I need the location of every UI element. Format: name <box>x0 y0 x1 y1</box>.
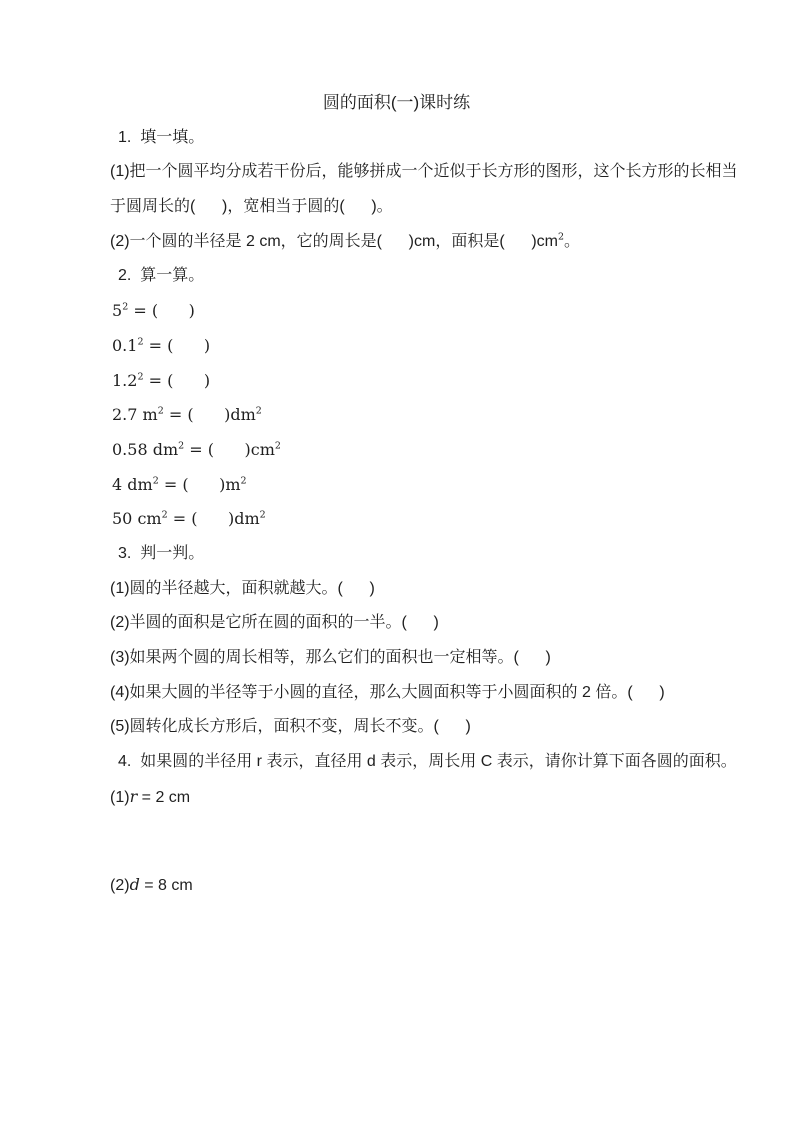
section1-heading: 1. 填一填。 <box>118 128 205 146</box>
item-value: = 2 cm <box>137 788 191 806</box>
calc-line-6 <box>110 468 683 503</box>
exponent: 2 <box>178 440 185 452</box>
calc-rest: = ( ) <box>128 301 195 321</box>
section3-heading: 3. 判一判。 <box>118 544 205 562</box>
section1-item2 <box>110 225 683 260</box>
item-label: (1) <box>110 788 130 806</box>
calc-rest: = ( ) <box>143 335 211 355</box>
section1-item2-period: 。 <box>564 232 581 250</box>
exponent: 2 <box>152 475 159 487</box>
item-value: = 8 cm <box>139 877 193 895</box>
exponent: 2 <box>240 475 247 487</box>
exponent: 2 <box>122 301 129 313</box>
math-variable-d: d <box>129 875 140 895</box>
exponent: 2 <box>157 405 164 417</box>
judge-item-2: (2)半圆的面积是它所在圆的面积的一半。( ) <box>110 614 439 632</box>
math-variable-r: r <box>129 786 138 806</box>
exponent: 2 <box>558 231 565 243</box>
calc-line-5 <box>110 433 683 468</box>
exponent: 2 <box>255 405 262 417</box>
calc-line-2 <box>110 329 683 364</box>
exponent: 2 <box>259 509 266 521</box>
calc-line-1 <box>110 294 683 329</box>
section1-item1-line2: 于圆周长的( )，宽相当于圆的( )。 <box>110 198 393 216</box>
calc-base: 0.1 <box>112 335 138 355</box>
calc-base: 1.2 <box>112 370 138 390</box>
section4-item2 <box>110 868 683 903</box>
calc-base: 0.58 dm <box>112 439 179 459</box>
calc-line-4 <box>110 398 683 433</box>
exponent: 2 <box>274 440 281 452</box>
calc-base: 50 cm <box>112 509 162 529</box>
calc-rest: = ( )m <box>158 474 241 494</box>
judge-item-1: (1)圆的半径越大，面积就越大。( ) <box>110 579 375 597</box>
calc-base: 4 dm <box>112 474 153 494</box>
page-title: 圆的面积(一)课时练 <box>322 93 471 112</box>
calc-rest: = ( ) <box>143 370 211 390</box>
exponent: 2 <box>161 509 168 521</box>
section4-item1 <box>110 780 683 815</box>
judge-item-3: (3)如果两个圆的周长相等，那么它们的面积也一定相等。( ) <box>110 649 551 666</box>
judge-item-4: (4)如果大圆的半径等于小圆的直径，那么大圆面积等于小圆面积的 2 倍。( ) <box>110 683 665 701</box>
section1-item2-text: (2)一个圆的半径是 2 cm，它的周长是( )cm，面积是( )cm <box>110 232 558 250</box>
judge-item-5: (5)圆转化成长方形后，面积不变，周长不变。( ) <box>110 718 471 736</box>
item-label: (2) <box>110 877 130 895</box>
section4-heading: 4. 如果圆的半径用 r 表示，直径用 d 表示，周长用 C 表示，请你计算下面各圆的面积。 <box>118 753 737 771</box>
section1-item1-line1: (1)把一个圆平均分成若干份后，能够拼成一个近似于长方形的图形，这个长方形的长相当 <box>110 163 738 181</box>
calc-rest: = ( )dm <box>163 405 256 425</box>
section2-heading: 2. 算一算。 <box>118 267 205 285</box>
calc-base: 2.7 m <box>112 405 158 425</box>
calc-rest: = ( )cm <box>184 439 275 459</box>
exponent: 2 <box>137 371 144 383</box>
calc-line-3 <box>110 364 683 399</box>
calc-rest: = ( )dm <box>167 509 260 529</box>
calc-base: 5 <box>112 301 123 321</box>
exponent: 2 <box>137 336 144 348</box>
calc-line-7 <box>110 502 683 537</box>
